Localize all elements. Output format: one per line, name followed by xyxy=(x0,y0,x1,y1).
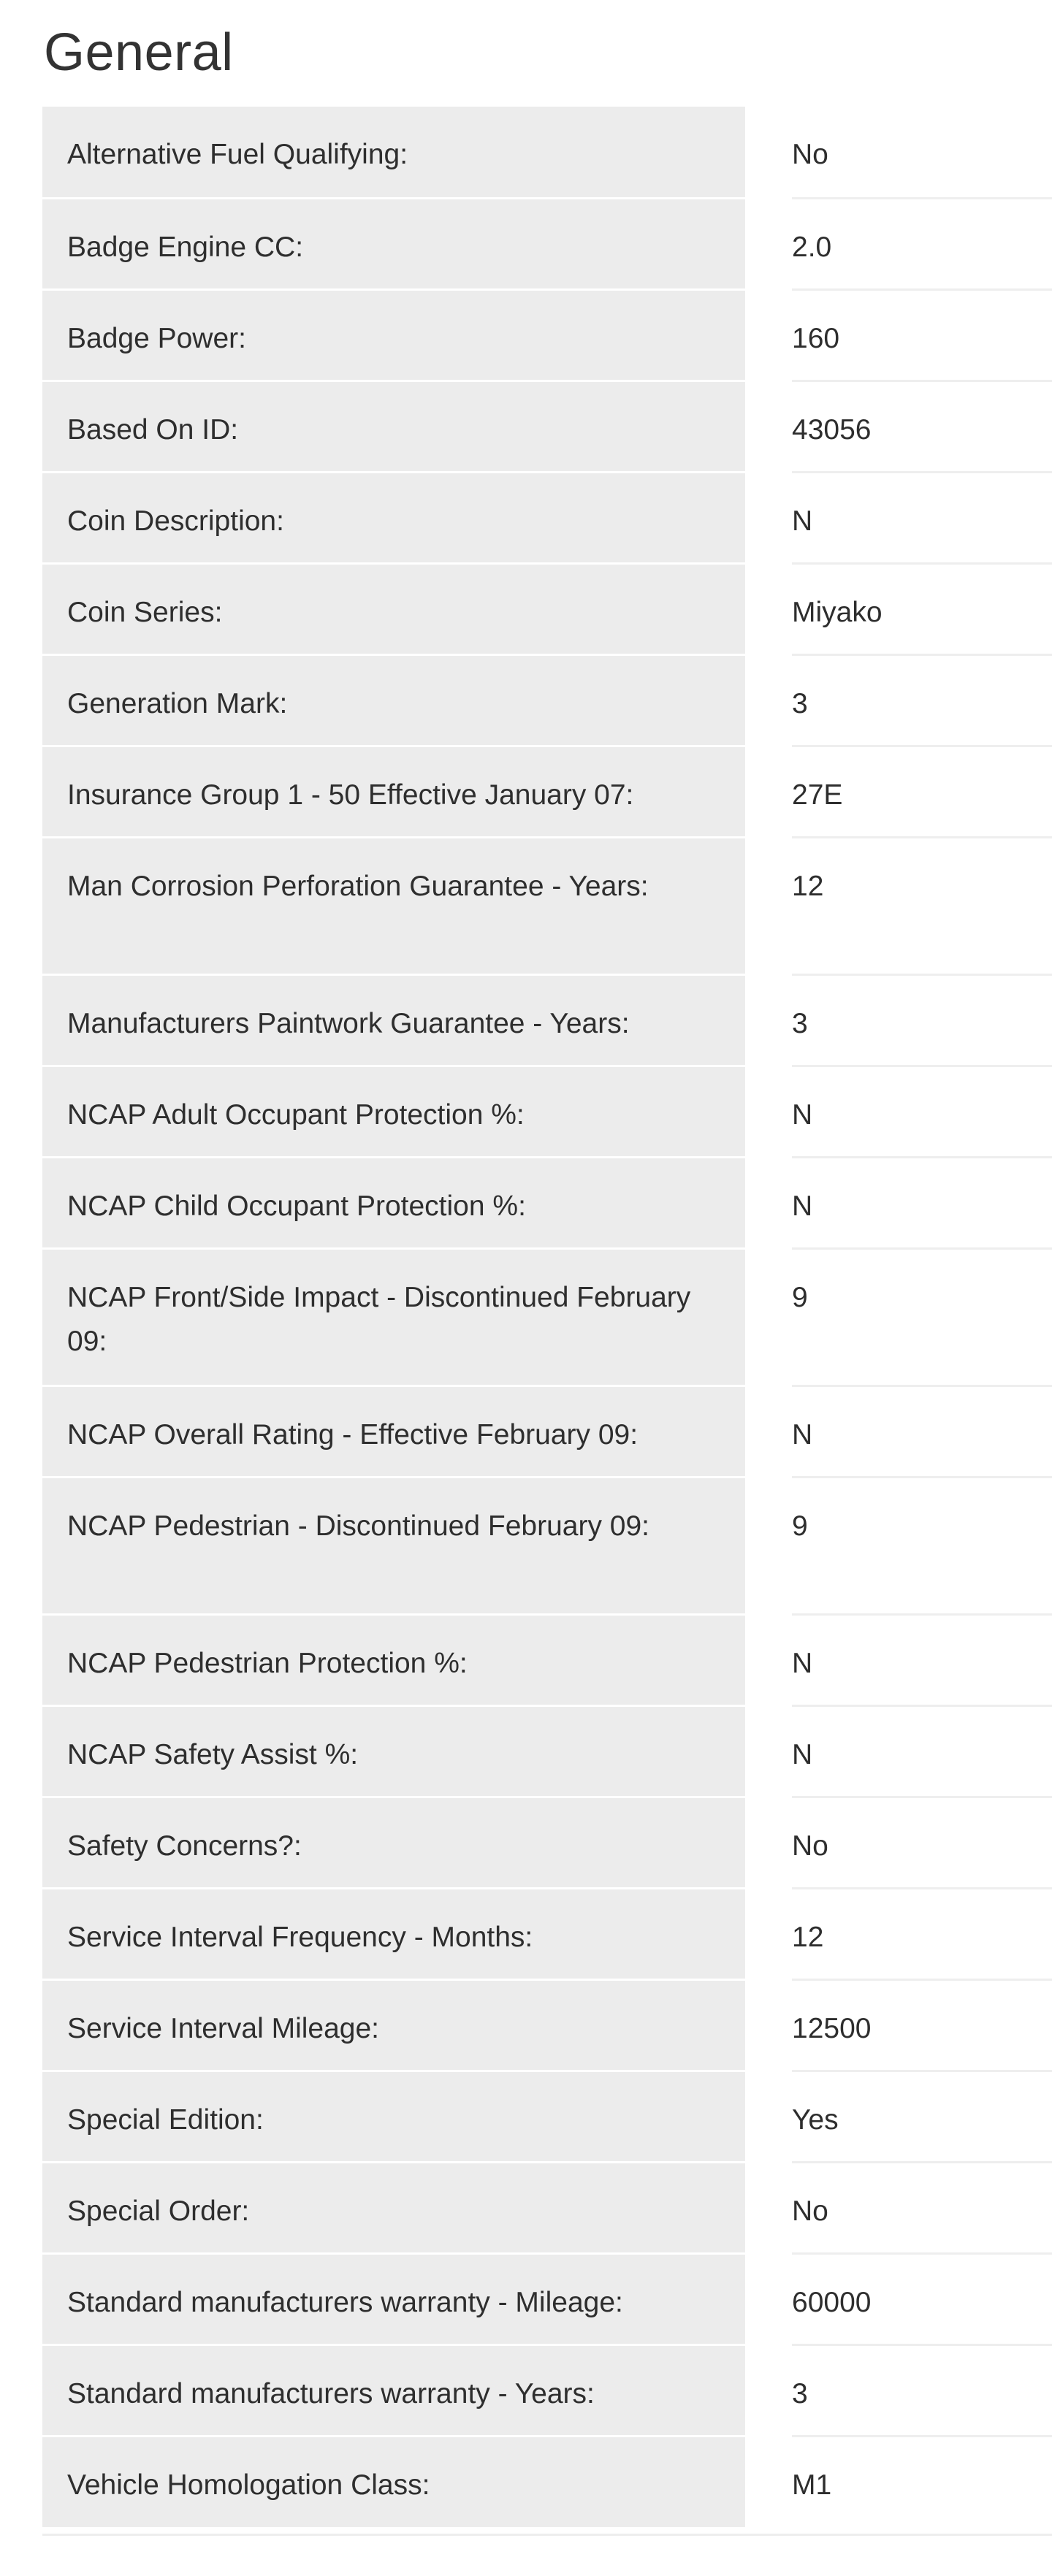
spec-value: 160 xyxy=(792,289,1052,381)
spec-value: Yes xyxy=(792,2071,1052,2162)
section-title: General xyxy=(44,23,234,82)
spec-row xyxy=(42,2436,1052,2527)
spec-label: Coin Description: xyxy=(42,472,745,563)
spec-row xyxy=(42,107,1052,198)
spec-table xyxy=(42,107,1052,2527)
spec-label: Alternative Fuel Qualifying: xyxy=(42,107,745,198)
spec-gutter xyxy=(745,1066,792,1157)
spec-label: Based On ID: xyxy=(42,381,745,472)
spec-value: N xyxy=(792,1614,1052,1705)
spec-table-body xyxy=(42,107,1052,2527)
spec-row xyxy=(42,1797,1052,1888)
spec-row xyxy=(42,2071,1052,2162)
spec-value: 12500 xyxy=(792,1979,1052,2071)
spec-value: 3 xyxy=(792,974,1052,1066)
spec-gutter xyxy=(745,974,792,1066)
spec-value: N xyxy=(792,1705,1052,1797)
spec-gutter xyxy=(745,1248,792,1386)
spec-row xyxy=(42,654,1052,746)
spec-label: Standard manufacturers warranty - Mileage: xyxy=(42,2253,745,2344)
spec-row xyxy=(42,381,1052,472)
spec-row xyxy=(42,563,1052,654)
spec-gutter xyxy=(745,1386,792,1477)
spec-gutter xyxy=(745,2253,792,2344)
spec-value: N xyxy=(792,1157,1052,1248)
spec-gutter xyxy=(745,1614,792,1705)
spec-row xyxy=(42,1386,1052,1477)
spec-row xyxy=(42,974,1052,1066)
spec-gutter xyxy=(745,746,792,837)
spec-gutter xyxy=(745,2162,792,2253)
spec-gutter xyxy=(745,2436,792,2527)
spec-row xyxy=(42,1979,1052,2071)
spec-row xyxy=(42,1888,1052,1979)
spec-value: No xyxy=(792,1797,1052,1888)
spec-row xyxy=(42,837,1052,974)
spec-value: 12 xyxy=(792,1888,1052,1979)
spec-value: 3 xyxy=(792,654,1052,746)
spec-value: No xyxy=(792,2162,1052,2253)
spec-row xyxy=(42,2344,1052,2436)
spec-value: 9 xyxy=(792,1477,1052,1614)
spec-value: No xyxy=(792,107,1052,198)
spec-gutter xyxy=(745,563,792,654)
spec-value: 9 xyxy=(792,1248,1052,1386)
spec-gutter xyxy=(745,381,792,472)
spec-row xyxy=(42,198,1052,289)
spec-gutter xyxy=(745,1979,792,2071)
spec-gutter xyxy=(745,198,792,289)
spec-label: Man Corrosion Perforation Guarantee - Years: xyxy=(42,837,745,974)
spec-gutter xyxy=(745,1797,792,1888)
spec-label: NCAP Safety Assist %: xyxy=(42,1705,745,1797)
spec-row xyxy=(42,472,1052,563)
spec-gutter xyxy=(745,837,792,974)
spec-gutter xyxy=(745,1477,792,1614)
spec-value: N xyxy=(792,1066,1052,1157)
spec-gutter xyxy=(745,1705,792,1797)
table-bottom-divider xyxy=(42,2534,1052,2536)
spec-gutter xyxy=(745,2344,792,2436)
spec-value: 60000 xyxy=(792,2253,1052,2344)
spec-gutter xyxy=(745,107,792,198)
spec-label: Special Order: xyxy=(42,2162,745,2253)
spec-gutter xyxy=(745,1157,792,1248)
spec-value: M1 xyxy=(792,2436,1052,2527)
spec-label: NCAP Adult Occupant Protection %: xyxy=(42,1066,745,1157)
spec-value: Miyako xyxy=(792,563,1052,654)
spec-value: N xyxy=(792,472,1052,563)
spec-label: Vehicle Homologation Class: xyxy=(42,2436,745,2527)
spec-row xyxy=(42,1066,1052,1157)
spec-gutter xyxy=(745,472,792,563)
spec-label: Special Edition: xyxy=(42,2071,745,2162)
spec-value: 43056 xyxy=(792,381,1052,472)
spec-row xyxy=(42,1705,1052,1797)
spec-label: NCAP Overall Rating - Effective February 09: xyxy=(42,1386,745,1477)
spec-label: Manufacturers Paintwork Guarantee - Years: xyxy=(42,974,745,1066)
spec-label: NCAP Child Occupant Protection %: xyxy=(42,1157,745,1248)
spec-gutter xyxy=(745,654,792,746)
spec-value: 27E xyxy=(792,746,1052,837)
spec-row xyxy=(42,1614,1052,1705)
spec-label: NCAP Pedestrian Protection %: xyxy=(42,1614,745,1705)
spec-label: Badge Power: xyxy=(42,289,745,381)
spec-row xyxy=(42,2253,1052,2344)
spec-value: 12 xyxy=(792,837,1052,974)
spec-row xyxy=(42,289,1052,381)
spec-label: Standard manufacturers warranty - Years: xyxy=(42,2344,745,2436)
spec-value: 3 xyxy=(792,2344,1052,2436)
spec-label: NCAP Pedestrian - Discontinued February 09: xyxy=(42,1477,745,1614)
spec-label: NCAP Front/Side Impact - Discontinued February 09: xyxy=(42,1248,745,1386)
spec-value: 2.0 xyxy=(792,198,1052,289)
spec-label: Insurance Group 1 - 50 Effective January 07: xyxy=(42,746,745,837)
spec-label: Service Interval Frequency - Months: xyxy=(42,1888,745,1979)
spec-row xyxy=(42,1248,1052,1386)
spec-gutter xyxy=(745,1888,792,1979)
spec-label: Service Interval Mileage: xyxy=(42,1979,745,2071)
spec-row xyxy=(42,1157,1052,1248)
spec-row xyxy=(42,1477,1052,1614)
spec-row xyxy=(42,2162,1052,2253)
spec-gutter xyxy=(745,2071,792,2162)
spec-label: Generation Mark: xyxy=(42,654,745,746)
spec-row xyxy=(42,746,1052,837)
spec-label: Coin Series: xyxy=(42,563,745,654)
spec-gutter xyxy=(745,289,792,381)
spec-label: Badge Engine CC: xyxy=(42,198,745,289)
spec-value: N xyxy=(792,1386,1052,1477)
spec-label: Safety Concerns?: xyxy=(42,1797,745,1888)
